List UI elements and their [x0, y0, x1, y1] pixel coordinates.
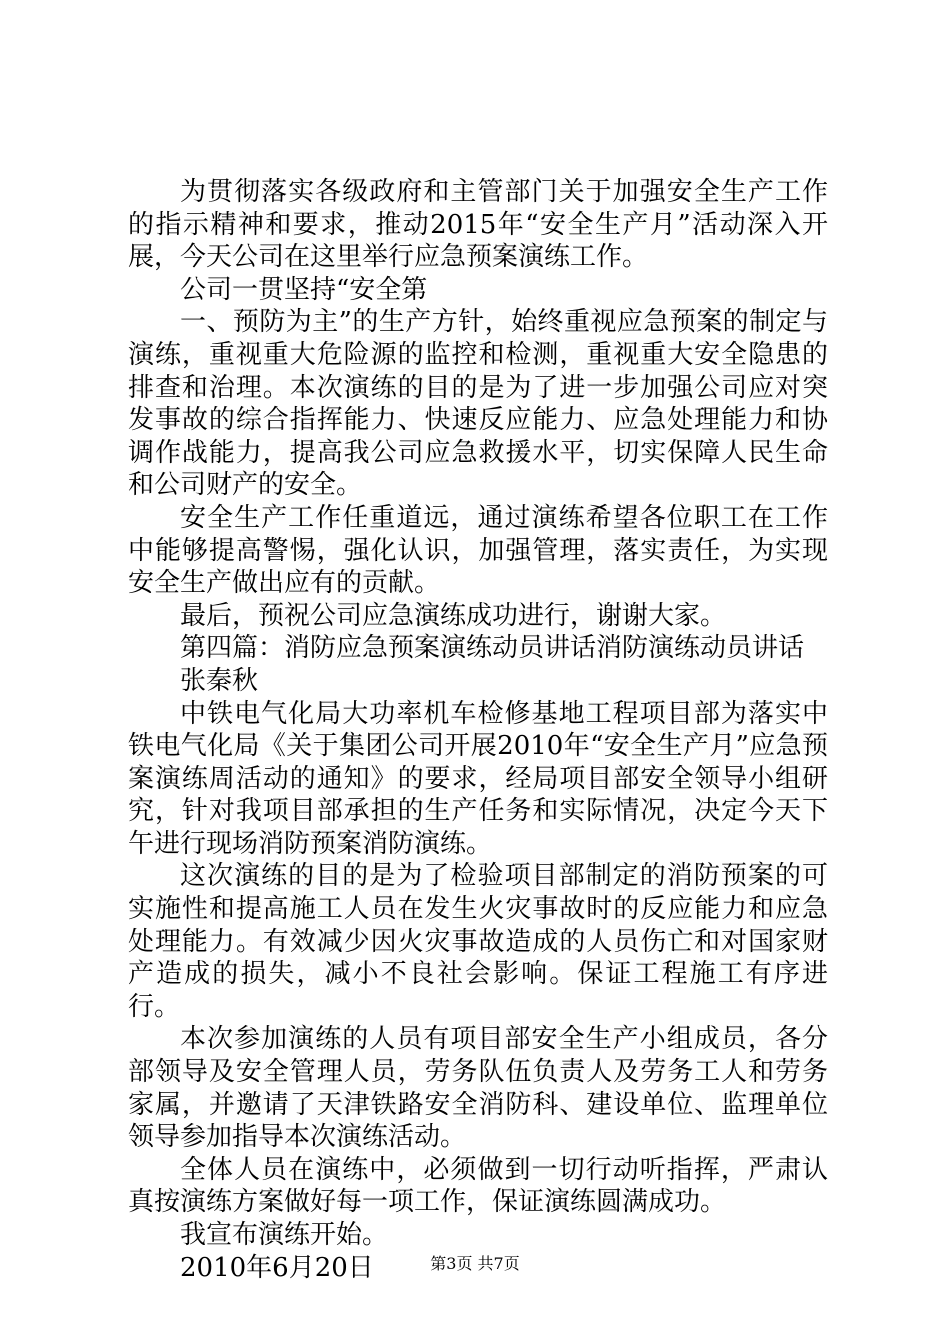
- author-name: 张秦秋: [180, 665, 259, 696]
- paragraph-instructions: 全体人员在演练中，必须做到一切行动听指挥，严肃认真按演练方案做好每一项工作，保证演练圆满成功。: [128, 1154, 828, 1218]
- paragraph-safety-work: 安全生产工作任重道远，通过演练希望各位职工在工作中能够提高警惕，强化认识，加强管理，落实责任，为实现安全生产做出应有的贡献。: [128, 502, 828, 599]
- page-footer: [0, 1254, 950, 1274]
- paragraph-project-intro: 中铁电气化局大功率机车检修基地工程项目部为落实中铁电气化局《关于集团公司开展2010年“安全生产月”应急预案演练周活动的通知》的要求，经局项目部安全领导小组研究，针对我项目部承担的生产任务和实际情况，决定今天下午进行现场消防预案消防演练。: [128, 698, 828, 859]
- page-number-label: 第3页 共7页: [430, 1254, 520, 1273]
- paragraph-policy: 一、预防为主”的生产方针，始终重视应急预案的制定与演练，重视重大危险源的监控和检测，重视重大安全隐患的排查和治理。本次演练的目的是为了进一步加强公司应对突发事故的综合指挥能力、快速反应能力、应急处理能力和协调作战能力，提高我公司应急救援水平，切实保障人民生命和公司财产的安全。: [128, 307, 828, 501]
- paragraph-policy-start: 公司一贯坚持“安全第: [180, 274, 428, 305]
- paragraph-drill-purpose: 这次演练的目的是为了检验项目部制定的消防预案的可实施性和提高施工人员在发生火灾事故时的反应能力和应急处理能力。有效减少因火灾事故造成的人员伤亡和对国家财产造成的损失，减小不良社会影响。保证工程施工有序进行。: [128, 861, 828, 1022]
- paragraph-participants: 本次参加演练的人员有项目部安全生产小组成员，各分部领导及安全管理人员，劳务队伍负责人及劳务工人和劳务家属，并邀请了天津铁路安全消防科、建设单位、监理单位领导参加指导本次演练活动。: [128, 1024, 828, 1153]
- paragraph-intro: 为贯彻落实各级政府和主管部门关于加强安全生产工作的指示精神和要求，推动2015年“安全生产月”活动深入开展，今天公司在这里举行应急预案演练工作。: [128, 177, 828, 273]
- document-date: 2010年6月20日: [180, 1252, 374, 1283]
- paragraph-announcement: 我宣布演练开始。: [180, 1220, 389, 1250]
- paragraph-closing-wish: 最后，预祝公司应急演练成功进行，谢谢大家。: [180, 600, 727, 631]
- document-body: [128, 176, 828, 1284]
- section-heading: 第四篇：消防应急预案演练动员讲话消防演练动员讲话: [180, 633, 805, 664]
